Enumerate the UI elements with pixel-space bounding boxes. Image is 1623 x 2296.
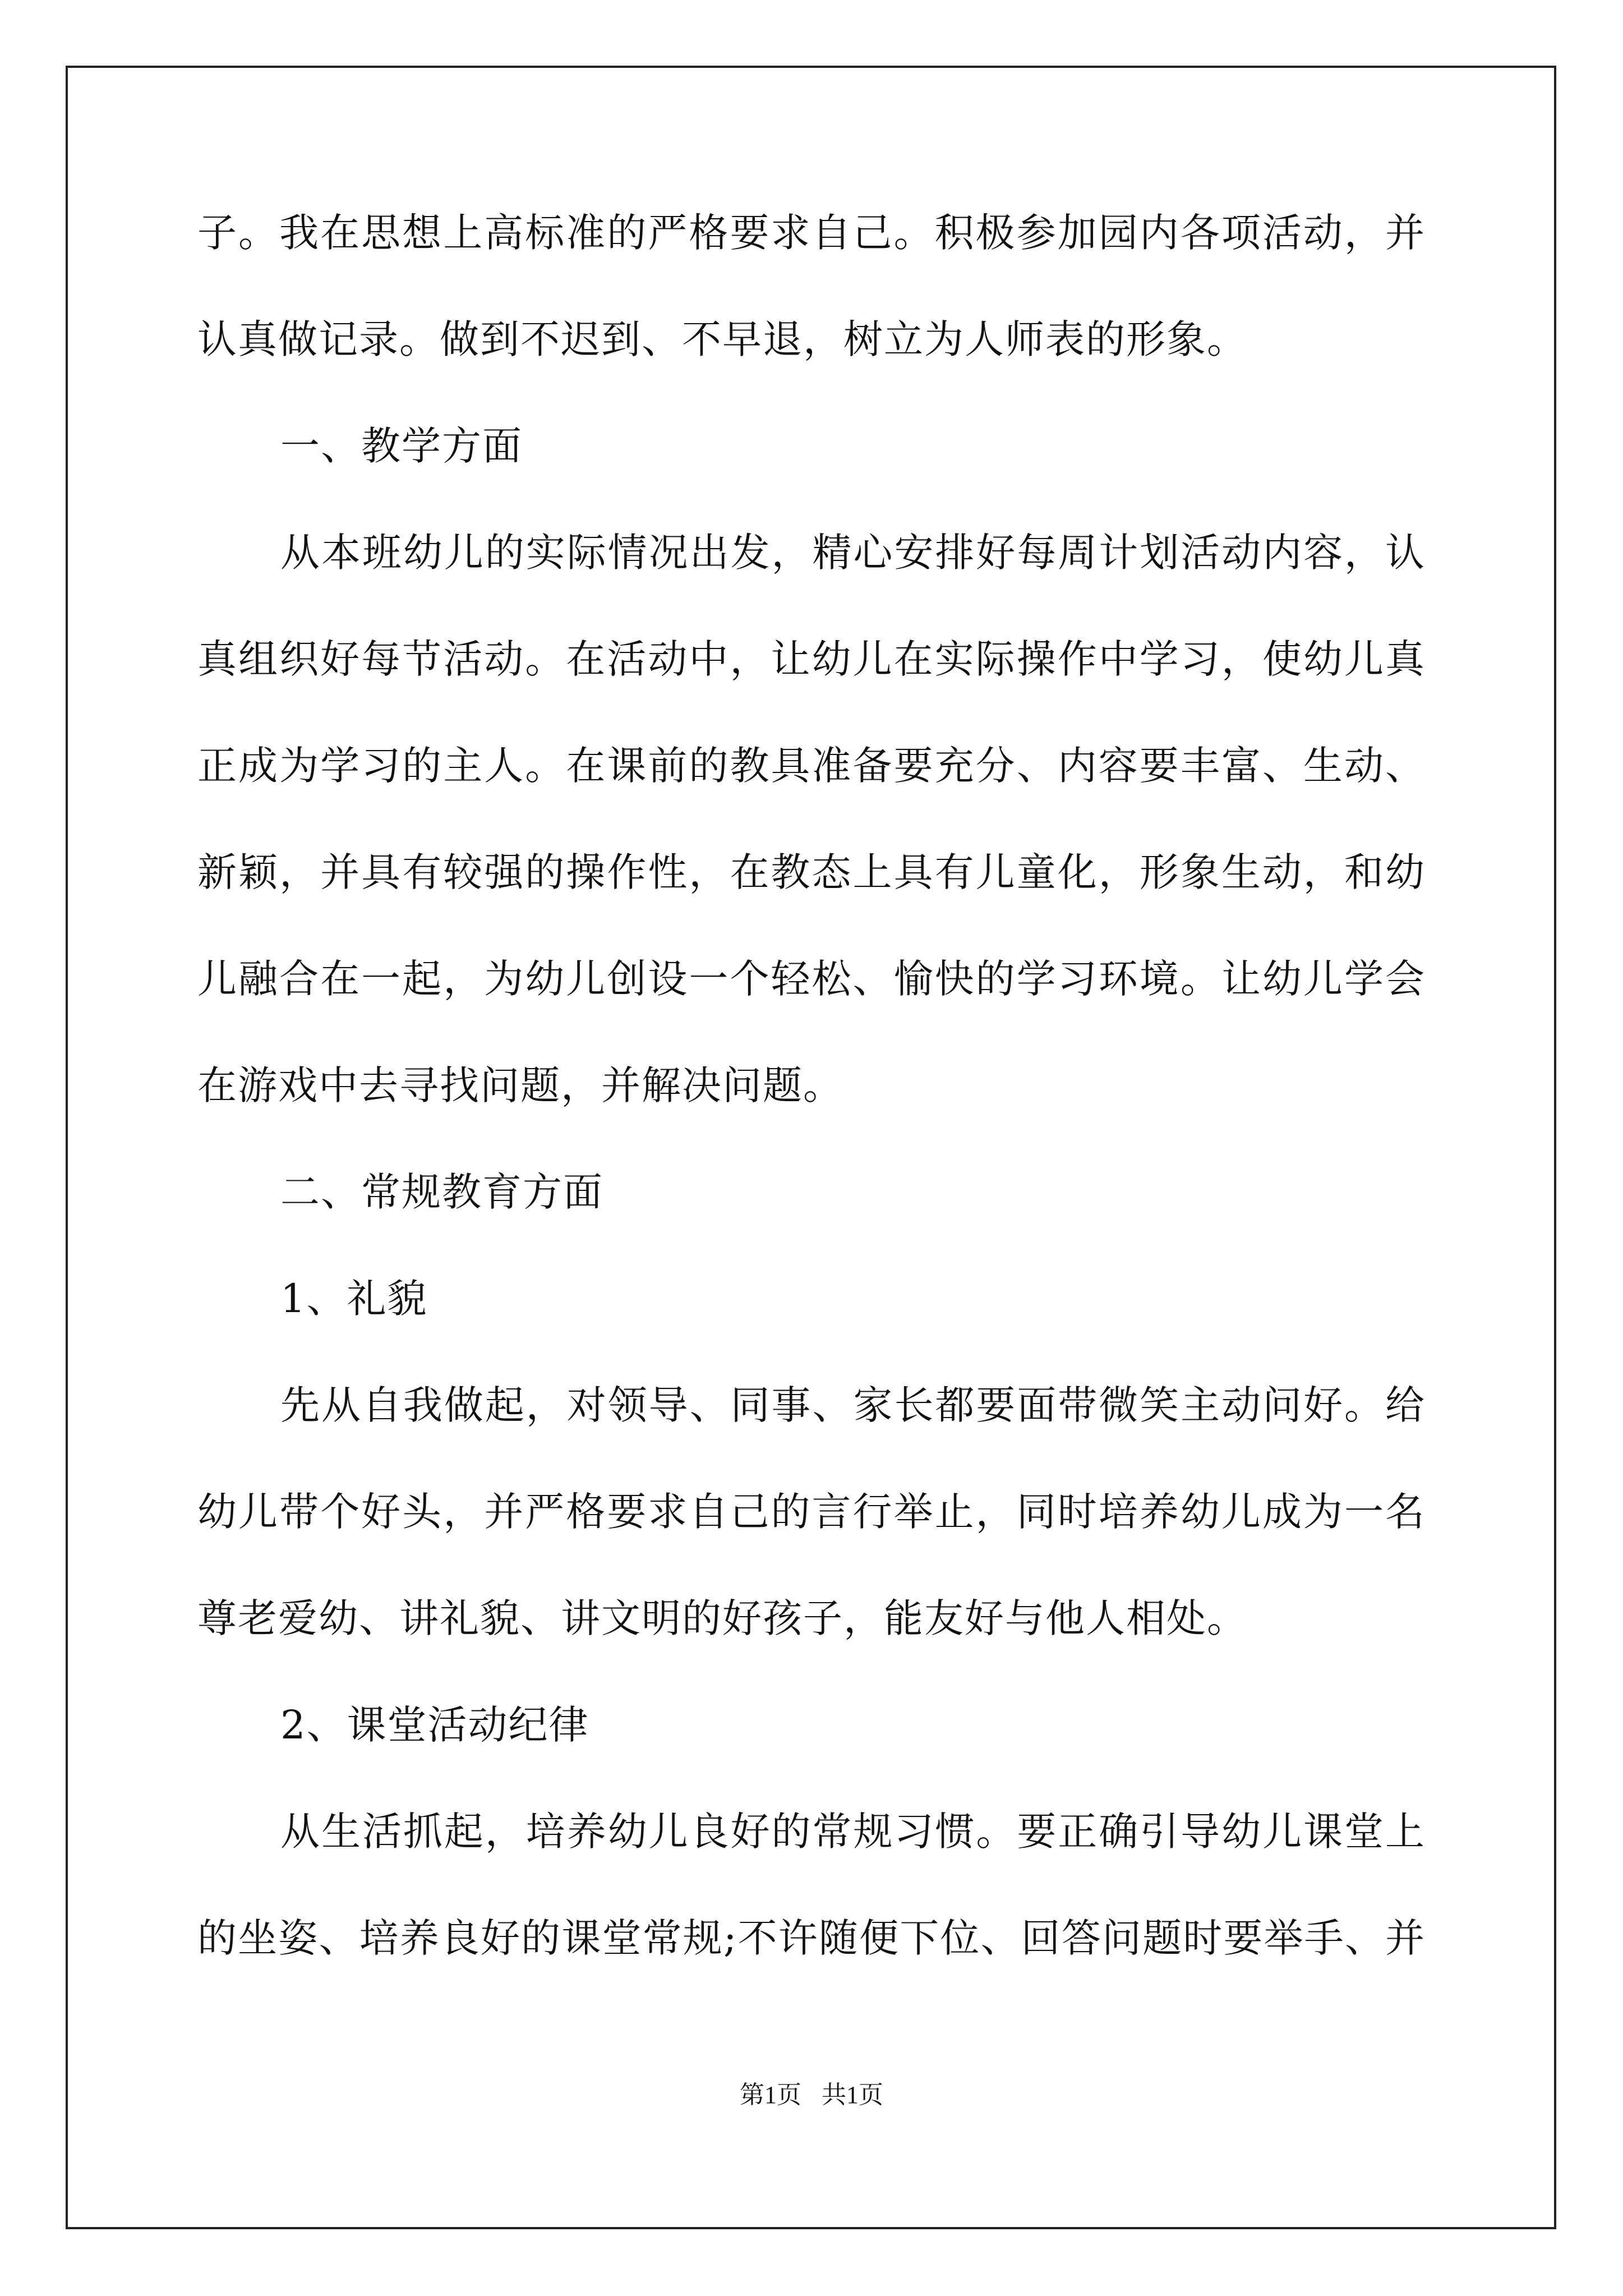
page-border: [66, 66, 1556, 2229]
page-number: 第1页: [740, 2081, 801, 2109]
section-heading: 一、教学方面: [280, 423, 523, 469]
body-line: 的坐姿、培养良好的课堂常规;不许随便下位、回答问题时要举手、并: [197, 1915, 1426, 1961]
page-footer: [0, 2078, 1623, 2112]
body-line: 从本班幼儿的实际情况出发，精心安排好每周计划活动内容，认: [280, 530, 1426, 576]
body-line: 在游戏中去寻找问题，并解决问题。: [197, 1062, 843, 1108]
body-line: 新颖，并具有较强的操作性，在教态上具有儿童化，形象生动，和幼: [197, 849, 1426, 895]
page-total: 共1页: [822, 2081, 883, 2109]
subsection-heading: 2、课堂活动纪律: [280, 1702, 589, 1748]
body-line: 先从自我做起，对领导、同事、家长都要面带微笑主动问好。给: [280, 1382, 1426, 1428]
body-line: 儿融合在一起，为幼儿创设一个轻松、愉快的学习环境。让幼儿学会: [197, 956, 1426, 1002]
body-line: 幼儿带个好头，并严格要求自己的言行举止，同时培养幼儿成为一名: [197, 1489, 1426, 1535]
section-heading: 二、常规教育方面: [280, 1169, 603, 1215]
subsection-heading: 1、礼貌: [280, 1276, 428, 1322]
body-line: 认真做记录。做到不迟到、不早退，树立为人师表的形象。: [197, 316, 1247, 362]
body-line: 子。我在思想上高标准的严格要求自己。积极参加园内各项活动，并: [197, 210, 1426, 256]
body-line: 真组织好每节活动。在活动中，让幼儿在实际操作中学习，使幼儿真: [197, 636, 1426, 682]
body-line: 正成为学习的主人。在课前的教具准备要充分、内容要丰富、生动、: [197, 743, 1426, 789]
body-line: 从生活抓起，培养幼儿良好的常规习惯。要正确引导幼儿课堂上: [280, 1809, 1426, 1855]
body-line: 尊老爱幼、讲礼貌、讲文明的好孩子，能友好与他人相处。: [197, 1595, 1247, 1641]
